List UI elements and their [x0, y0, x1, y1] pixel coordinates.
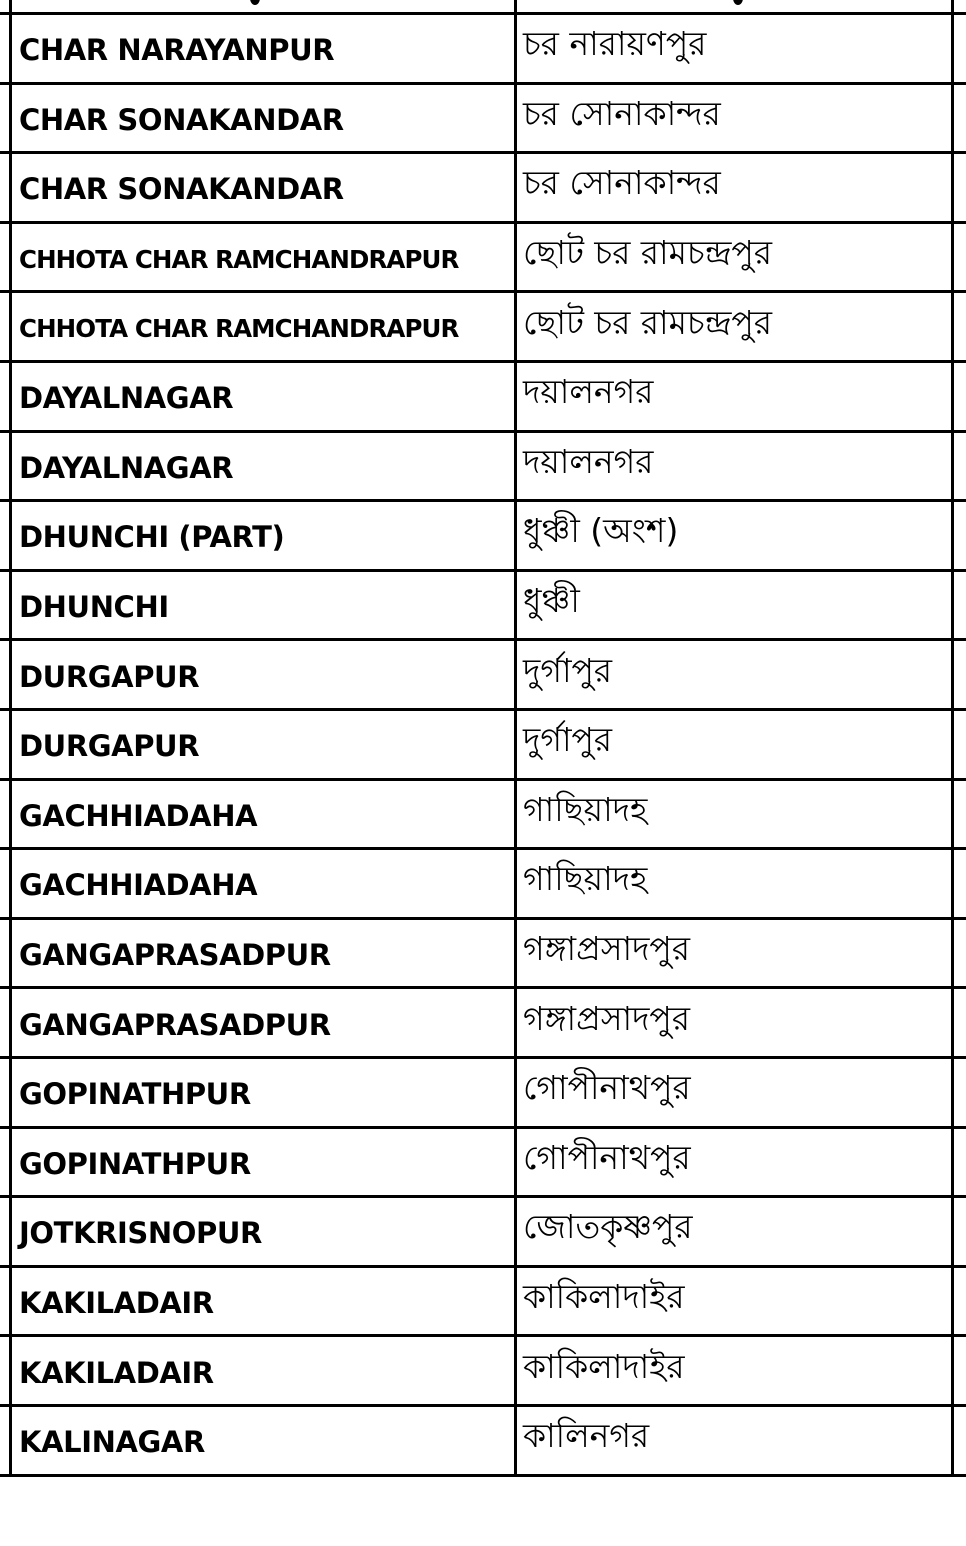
english-name-cell: DAYALNAGAR	[19, 450, 234, 485]
table-row	[0, 1266, 966, 1336]
table-row	[0, 153, 966, 223]
table-row	[0, 14, 966, 84]
english-name-cell: JOTKRISNOPUR	[19, 1216, 262, 1251]
bengali-name-cell: চর সোনাকান্দর	[523, 163, 721, 203]
bengali-name-cell: গোপীনাথপুর	[523, 1068, 691, 1108]
table-row	[0, 779, 966, 849]
table-row	[0, 1197, 966, 1267]
table-row	[0, 988, 966, 1058]
bengali-name-cell: দুর্গাপুর	[523, 720, 613, 760]
english-name-cell: DURGAPUR	[19, 729, 200, 764]
english-name-cell: GOPINATHPUR	[19, 1077, 251, 1112]
cropped-text-fragment	[250, 0, 260, 6]
bengali-name-cell: কাকিলাদাইর	[523, 1346, 685, 1386]
english-name-cell: KAKILADAIR	[19, 1286, 214, 1321]
bengali-name-cell: দয়ালনগর	[523, 372, 654, 412]
bengali-name-cell: ধুঞ্চী	[523, 581, 580, 621]
table-row	[0, 640, 966, 710]
bengali-name-cell: গঙ্গাপ্রসাদপুর	[523, 998, 690, 1038]
table-row	[0, 501, 966, 571]
bengali-name-cell: কালিনগর	[523, 1416, 650, 1456]
bengali-name-cell: কাকিলাদাইর	[523, 1277, 685, 1317]
english-name-cell: CHAR SONAKANDAR	[19, 102, 344, 137]
english-name-cell: DHUNCHI	[19, 590, 169, 625]
english-name-cell: GACHHIADAHA	[19, 798, 258, 833]
bengali-name-cell: ছোট চর রামচন্দ্রপুর	[523, 233, 772, 273]
english-name-cell: GACHHIADAHA	[19, 868, 258, 903]
cropped-text-fragment	[733, 0, 743, 6]
bengali-name-cell: দয়ালনগর	[523, 441, 654, 481]
english-name-cell: CHAR SONAKANDAR	[19, 172, 344, 207]
english-name-cell: GOPINATHPUR	[19, 1146, 251, 1181]
english-name-cell: GANGAPRASADPUR	[19, 1007, 331, 1042]
table-row	[0, 362, 966, 432]
table-row	[0, 918, 966, 988]
table-row	[0, 570, 966, 640]
english-name-cell: CHHOTA CHAR RAMCHANDRAPUR	[19, 314, 459, 344]
bengali-name-cell: গাছিয়াদহ	[523, 789, 648, 829]
table-row	[0, 849, 966, 919]
bengali-name-cell: ছোট চর রামচন্দ্রপুর	[523, 302, 772, 342]
table-row	[0, 1336, 966, 1406]
table-row	[0, 431, 966, 501]
table-row	[0, 1406, 966, 1476]
table-row	[0, 83, 966, 153]
bengali-name-cell: চর নারায়ণপুর	[523, 24, 707, 64]
english-name-cell: CHAR NARAYANPUR	[19, 33, 335, 68]
bengali-name-cell: গঙ্গাপ্রসাদপুর	[523, 929, 690, 969]
bengali-name-cell: জোতকৃষ্ণপুর	[523, 1207, 693, 1247]
table-row	[0, 222, 966, 292]
english-name-cell: DHUNCHI (PART)	[19, 520, 285, 555]
table-row	[0, 1058, 966, 1128]
english-name-cell: KAKILADAIR	[19, 1355, 214, 1390]
english-name-cell: CHHOTA CHAR RAMCHANDRAPUR	[19, 244, 459, 274]
bengali-name-cell: গোপীনাথপুর	[523, 1137, 691, 1177]
bengali-name-cell: দুর্গাপুর	[523, 650, 613, 690]
english-name-cell: DAYALNAGAR	[19, 381, 234, 416]
english-name-cell: DURGAPUR	[19, 659, 200, 694]
english-name-cell: GANGAPRASADPUR	[19, 938, 331, 973]
table-row	[0, 710, 966, 780]
bengali-name-cell: ধুঞ্চী (অংশ)	[523, 511, 679, 551]
table-row	[0, 1127, 966, 1197]
bengali-name-cell: চর সোনাকান্দর	[523, 93, 721, 133]
table-row	[0, 292, 966, 362]
bengali-name-cell: গাছিয়াদহ	[523, 859, 648, 899]
english-name-cell: KALINAGAR	[19, 1425, 205, 1460]
